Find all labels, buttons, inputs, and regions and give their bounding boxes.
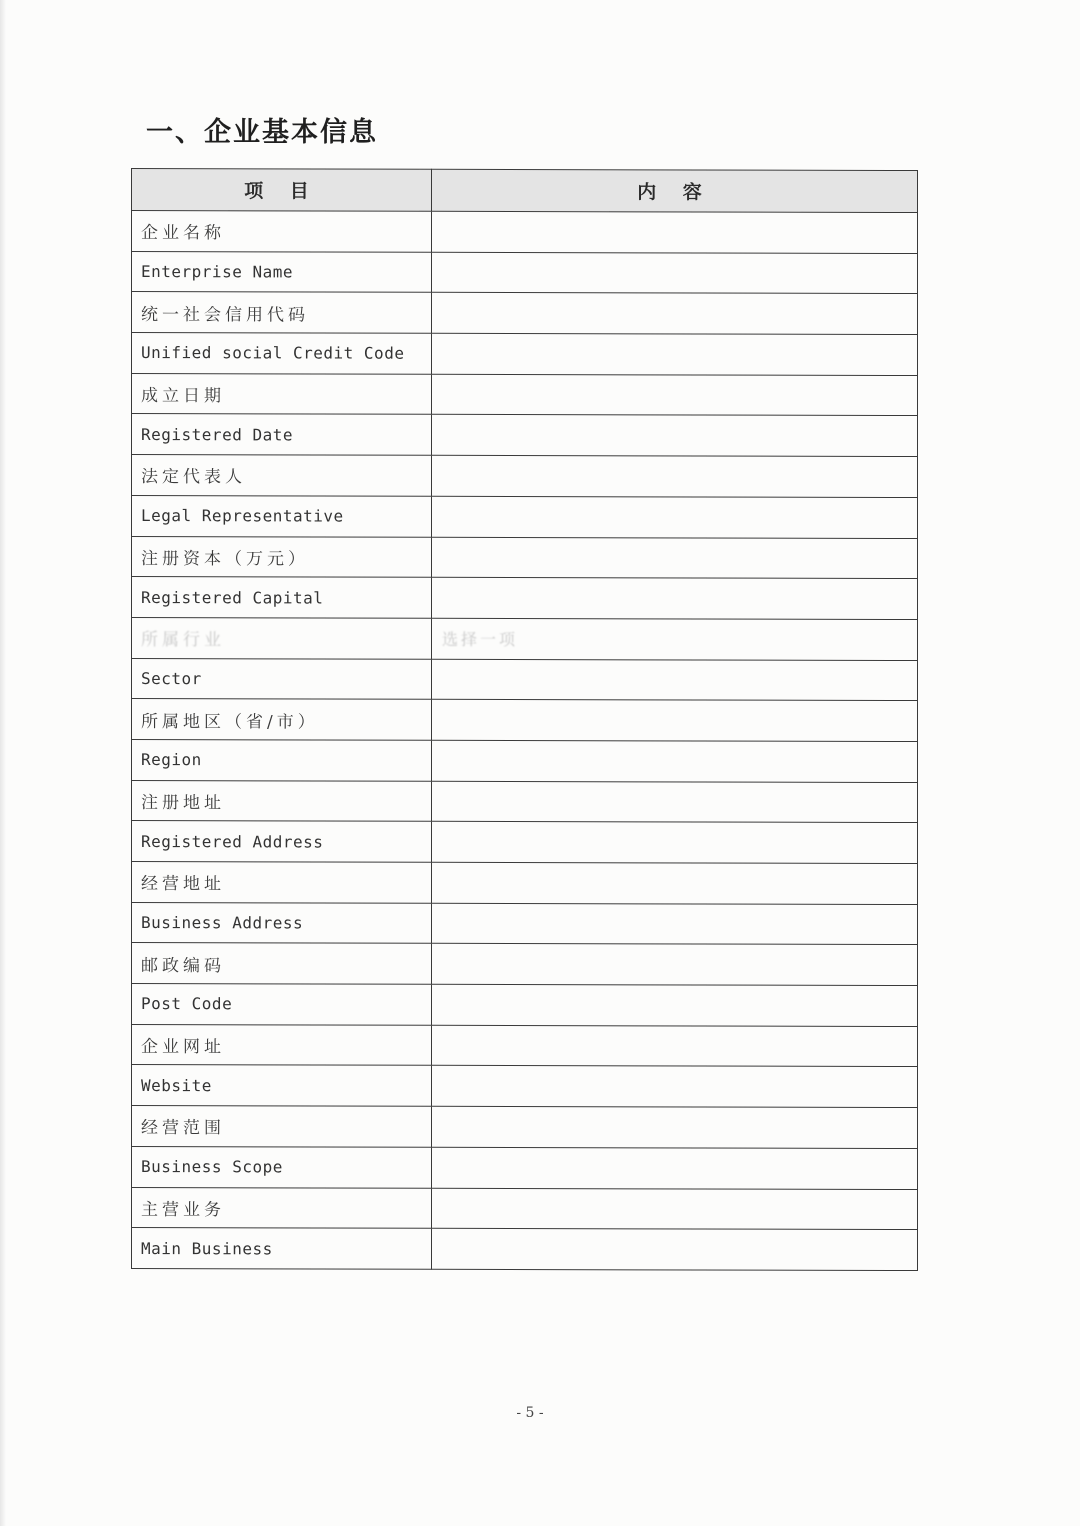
row-label: Post Code <box>132 984 432 1025</box>
page-number: - 5 - <box>516 1405 544 1421</box>
row-label: Legal Representative <box>132 495 432 536</box>
table-row <box>132 577 918 620</box>
row-value-field[interactable] <box>432 659 918 701</box>
table-row <box>132 902 918 945</box>
row-value-field[interactable] <box>432 577 918 619</box>
row-value-field[interactable] <box>432 455 918 497</box>
row-value-field[interactable] <box>432 1106 918 1148</box>
row-label: Website <box>132 1065 432 1106</box>
table-row <box>132 658 918 701</box>
row-label: Registered Date <box>132 414 432 455</box>
row-value-field[interactable] <box>432 415 918 457</box>
row-label: 成立日期 <box>132 373 432 414</box>
row-value-field[interactable] <box>432 700 918 742</box>
row-label: 经营范围 <box>132 1106 432 1147</box>
row-value-field[interactable] <box>432 537 918 579</box>
table-header-row <box>132 169 918 213</box>
row-label: Business Scope <box>132 1146 432 1187</box>
header-content: 内 容 <box>432 169 918 212</box>
row-label: 注册地址 <box>132 780 432 821</box>
row-value-field[interactable] <box>432 1188 918 1230</box>
table-row <box>132 862 918 905</box>
table-row <box>132 699 918 742</box>
table-row <box>132 1065 918 1108</box>
row-label: 所属行业 <box>132 617 432 658</box>
row-value-field[interactable] <box>432 374 918 416</box>
table-row <box>132 780 918 823</box>
row-value-field[interactable] <box>432 1066 918 1108</box>
table-row <box>132 1106 918 1149</box>
table-row <box>132 536 918 579</box>
table-row <box>132 373 918 416</box>
row-value-field[interactable] <box>432 1025 918 1067</box>
table-row <box>132 455 918 498</box>
row-value-field[interactable] <box>432 984 918 1026</box>
row-label: Enterprise Name <box>132 251 432 292</box>
enterprise-info-table <box>131 168 918 1271</box>
row-label: Business Address <box>132 902 432 943</box>
row-label: Main Business <box>132 1228 432 1269</box>
row-label: Registered Address <box>132 821 432 862</box>
section-title: 一、企业基本信息 <box>146 117 378 148</box>
row-label: 注册资本（万元） <box>132 536 432 577</box>
row-label: Sector <box>132 658 432 699</box>
table-row <box>132 1024 918 1067</box>
table-row <box>132 943 918 986</box>
row-label: Region <box>132 739 432 780</box>
header-item: 项 目 <box>132 169 432 212</box>
row-value-field[interactable] <box>432 1147 918 1189</box>
row-value-field[interactable] <box>432 781 918 823</box>
row-value-field[interactable] <box>432 740 918 782</box>
table-body <box>132 211 918 1271</box>
table-row <box>132 211 918 254</box>
table-row <box>132 495 918 538</box>
row-label: 统一社会信用代码 <box>132 292 432 333</box>
row-value-field[interactable] <box>432 822 918 864</box>
row-label: 法定代表人 <box>132 455 432 496</box>
row-label: 企业网址 <box>132 1024 432 1065</box>
row-label: 邮政编码 <box>132 943 432 984</box>
table-row <box>132 984 918 1027</box>
row-label: 主营业务 <box>132 1187 432 1228</box>
table-row <box>132 1187 918 1230</box>
table-row <box>132 414 918 457</box>
row-label: 经营地址 <box>132 862 432 903</box>
row-value-field[interactable]: 选择一项 <box>432 618 918 660</box>
row-value-field[interactable] <box>432 211 918 253</box>
table-row <box>132 1146 918 1189</box>
row-value-field[interactable] <box>432 1228 918 1270</box>
row-value-field[interactable] <box>432 293 918 335</box>
row-value-field[interactable] <box>432 862 918 904</box>
row-value-field[interactable] <box>432 496 918 538</box>
table-row <box>132 1228 918 1271</box>
table-row <box>132 292 918 335</box>
row-label: Unified social Credit Code <box>132 333 432 374</box>
scan-edge-shadow <box>0 0 6 1526</box>
table-row <box>132 251 918 294</box>
row-label: 企业名称 <box>132 211 432 252</box>
row-value-field[interactable] <box>432 944 918 986</box>
table-row <box>132 739 918 782</box>
table-row <box>132 821 918 864</box>
row-label: 所属地区（省/市） <box>132 699 432 740</box>
row-label: Registered Capital <box>132 577 432 618</box>
row-value-field[interactable] <box>432 903 918 945</box>
row-value-field[interactable] <box>432 252 918 294</box>
table-row <box>132 617 918 660</box>
row-value-field[interactable] <box>432 333 918 375</box>
table-row <box>132 333 918 376</box>
